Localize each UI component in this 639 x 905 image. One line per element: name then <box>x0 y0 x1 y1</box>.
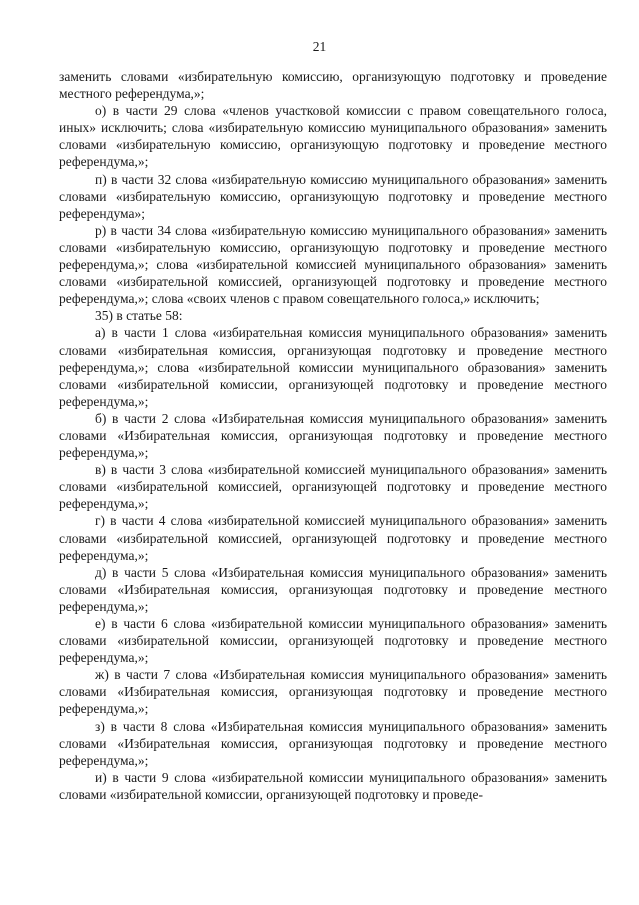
paragraph-item-z: з) в части 8 слова «Избирательная комиссия муниципального образования» заменить словами «Избирательная комиссия, организующая подготовку и проведение местного референдума,»; <box>59 718 607 768</box>
paragraph-item-v: в) в части 3 слова «избирательной комиссией муниципального образования» заменить словами «избирательной комиссией, организующей подготовку и проведение местного референдума,»; <box>59 462 607 512</box>
paragraph-item-e: е) в части 6 слова «избирательной комиссии муниципального образования» заменить словами «избирательной комиссии, организующей подготовку и проведение местного референдума,»; <box>59 616 607 666</box>
paragraph-item-d: д) в части 5 слова «Избирательная комиссия муниципального образования» заменить словами «Избирательная комиссия, организующая подготовку и проведение местного референдума,»; <box>59 564 607 614</box>
paragraph-article-58: 35) в статье 58: <box>95 308 183 324</box>
document-body <box>59 68 607 803</box>
paragraph-item-p: п) в части 32 слова «избирательную комиссию муниципального образования» заменить словами «избирательную комиссию, организующую подготовку и проведение местного референдума»; <box>59 171 607 221</box>
paragraph-item-a: а) в части 1 слова «избирательная комиссия муниципального образования» заменить словами «избирательная комиссия, организующая подготовку и проведение местного референдума,»; слова «избирательной комиссии муниципального образования» заменить словами «избирательной комиссии, организующей подготовку и проведение местного референдума,»; <box>59 325 607 409</box>
paragraph-item-g: г) в части 4 слова «избирательной комиссией муниципального образования» заменить словами «избирательной комиссией, организующей подготовку и проведение местного референдума,»; <box>59 513 607 563</box>
paragraph-item-b: б) в части 2 слова «Избирательная комиссия муниципального образования» заменить словами «Избирательная комиссия, организующая подготовку и проведение местного референдума,»; <box>59 410 607 461</box>
paragraph-item-r: р) в части 34 слова «избирательную комиссию муниципального образования» заменить словами «избирательную комиссию, организующую подготовку и проведение местного референдума,»; слова «избирательной комиссией муниципального образования» заменить словами «избирательной комиссией, организующей подготовку и проведение местного референдума,»; слова «своих членов с правом совещательного голоса,» исключить; <box>59 222 607 307</box>
paragraph-item-o: о) в части 29 слова «членов участковой комиссии с правом совещательного голоса, иных» исключить; слова «избирательную комиссию муниципального образования» заменить словами «избирательную комиссию, организующую подготовку и проведение местного референдума,»; <box>59 103 607 170</box>
paragraph-item-i: и) в части 9 слова «избирательной комиссии муниципального образования» заменить словами «избирательной комиссии, организующей подготовку и проведе- <box>59 769 607 802</box>
page-number: 21 <box>312 39 327 54</box>
paragraph-item-zh: ж) в части 7 слова «Избирательная комиссия муниципального образования» заменить словами «Избирательная комиссия, организующая подготовку и проведение местного референдума,»; <box>59 667 607 717</box>
paragraph-continuation: заменить словами «избирательную комиссию, организующую подготовку и проведение местного референдума,»; <box>59 69 607 102</box>
